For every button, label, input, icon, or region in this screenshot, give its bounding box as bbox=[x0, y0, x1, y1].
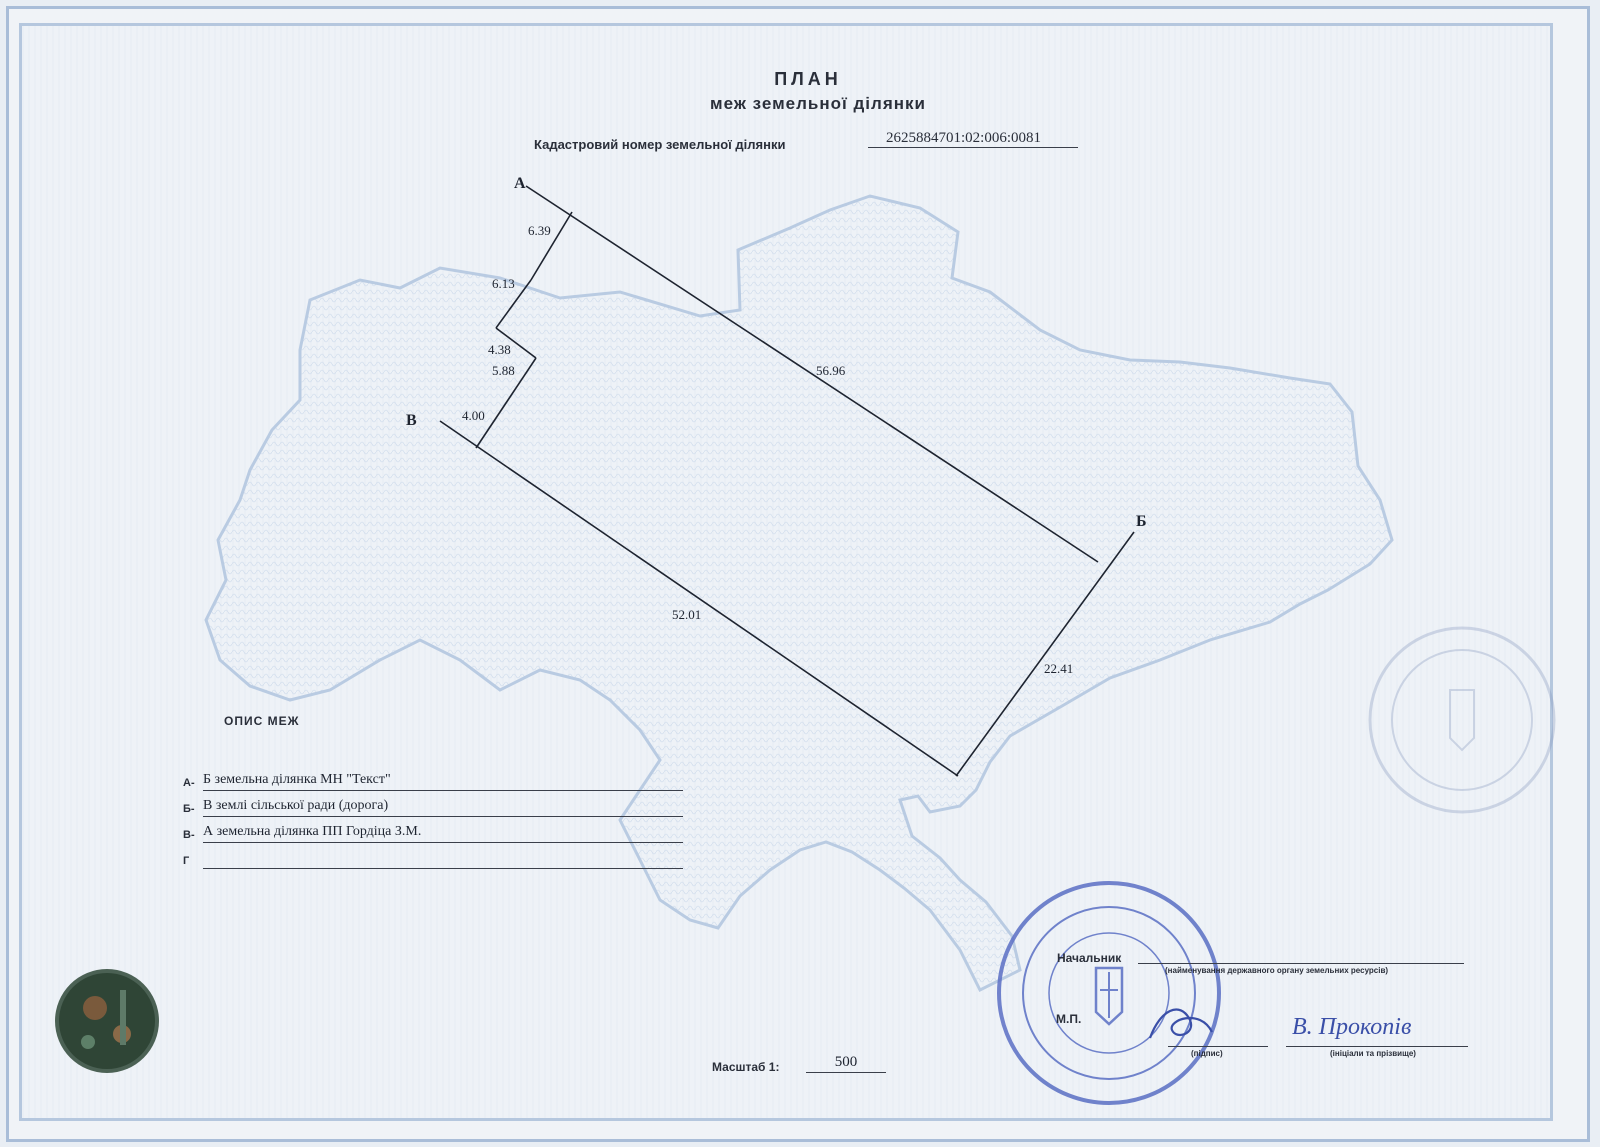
signature-caption: (підпис) bbox=[1191, 1049, 1223, 1058]
name-caption: (ініціали та прізвище) bbox=[1330, 1049, 1416, 1058]
boundary-row bbox=[183, 798, 683, 820]
dimension-label: 5.88 bbox=[492, 363, 515, 378]
point-a-label: А bbox=[514, 175, 526, 192]
name-line bbox=[1286, 1032, 1468, 1047]
boundary-key: А- bbox=[183, 777, 195, 789]
dimension-label: 52.01 bbox=[672, 607, 702, 622]
dimension-label: 6.39 bbox=[528, 223, 551, 238]
point-b-label: Б bbox=[1136, 513, 1147, 530]
seal-place-label: М.П. bbox=[1056, 1012, 1082, 1026]
boundary-row bbox=[183, 772, 683, 794]
scale-label: Масштаб 1: bbox=[712, 1060, 780, 1074]
boundary-row bbox=[183, 824, 683, 846]
chief-label: Начальник bbox=[1057, 951, 1122, 965]
hologram-badge bbox=[55, 969, 159, 1073]
boundaries-heading: ОПИС МЕЖ bbox=[224, 714, 300, 728]
signature-line bbox=[1168, 1032, 1268, 1047]
boundary-key: Г bbox=[183, 855, 190, 867]
dimension-label: 6.13 bbox=[492, 276, 515, 291]
boundary-value: В землі сільської ради (дорога) bbox=[203, 798, 683, 817]
page-title: ПЛАН bbox=[774, 69, 842, 89]
boundary-value: А земельна ділянка ПП Гордіца З.М. bbox=[203, 824, 683, 843]
dimension-label: 56.96 bbox=[816, 363, 846, 378]
cadastral-number: 2625884701:02:006:0081 bbox=[868, 130, 1078, 148]
round-stamp bbox=[999, 883, 1219, 1103]
point-v-label: В bbox=[406, 412, 417, 429]
chief-caption: (найменування державного органу земельних ресурсів) bbox=[1165, 966, 1389, 975]
dimension-label: 4.38 bbox=[488, 342, 511, 357]
faint-seal bbox=[1370, 628, 1554, 812]
boundary-key: Б- bbox=[183, 803, 195, 815]
boundary-row bbox=[183, 850, 683, 872]
chief-line bbox=[1138, 949, 1464, 964]
page-subtitle: меж земельної ділянки bbox=[710, 94, 926, 113]
boundary-value bbox=[203, 850, 683, 869]
boundary-key: В- bbox=[183, 829, 195, 841]
boundary-value: Б земельна ділянка МН "Текст" bbox=[203, 772, 683, 791]
dimension-label: 22.41 bbox=[1044, 661, 1074, 676]
dimension-label: 4.00 bbox=[462, 408, 485, 423]
cadastral-label: Кадастровий номер земельної ділянки bbox=[534, 137, 786, 152]
handwritten-name: В. Прокопів bbox=[1292, 1014, 1412, 1040]
scale-value: 500 bbox=[806, 1054, 886, 1073]
